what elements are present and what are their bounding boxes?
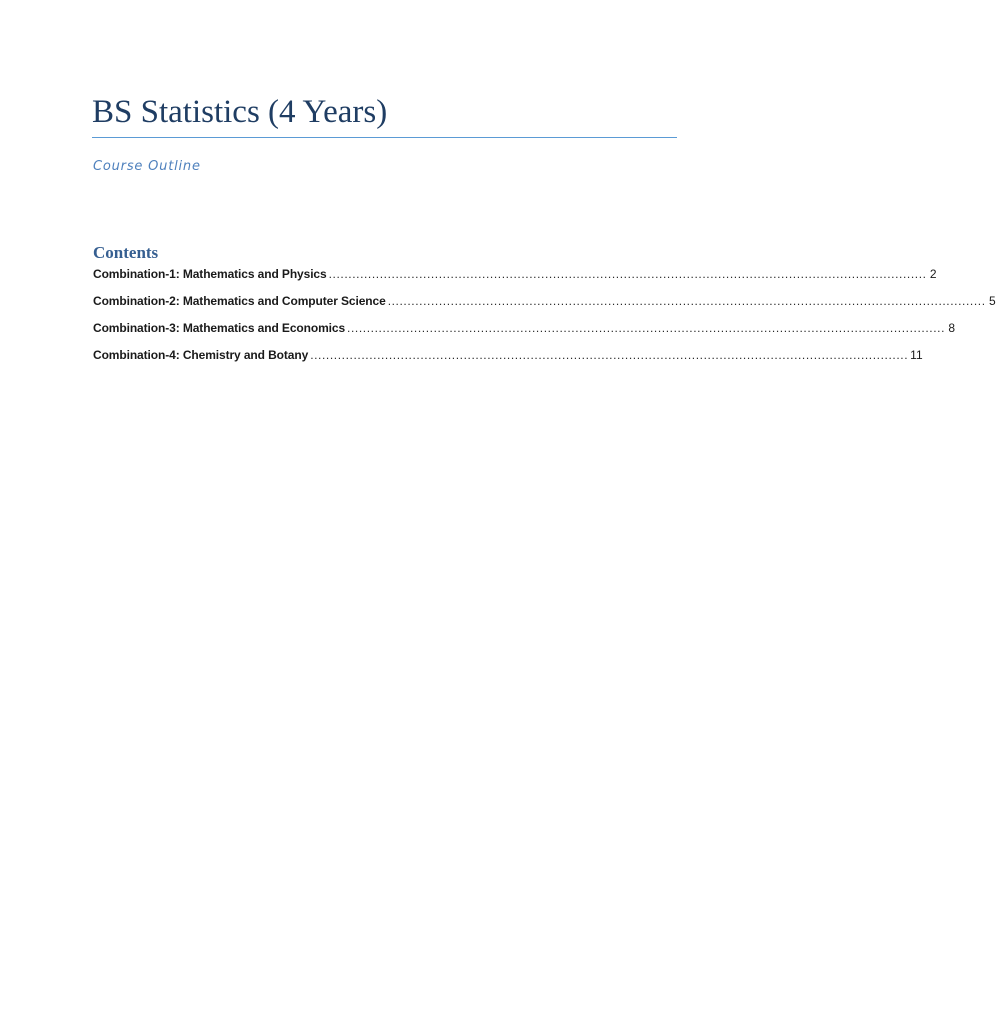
toc-dot-leader: ........................................................................................................................................................ (328, 267, 927, 281)
toc-page-number: 2 (929, 267, 937, 281)
toc-entry-label: Combination-1: Mathematics and Physics (93, 267, 327, 281)
toc-entry-combination-1[interactable] (93, 265, 937, 292)
toc-entry-label: Combination-3: Mathematics and Economics (93, 321, 346, 335)
toc-dot-leader: ........................................................................................................................................................ (387, 294, 986, 308)
toc-entry-combination-4[interactable] (93, 346, 923, 373)
document-subtitle: Course Outline (93, 159, 201, 174)
toc-heading: Contents (93, 243, 159, 262)
toc-dot-leader: ........................................................................................................................................................ (347, 321, 946, 335)
document-title: BS Statistics (4 Years) (92, 94, 388, 130)
toc-entry-label: Combination-2: Mathematics and Computer Science (93, 294, 386, 308)
toc-page-number: 11 (910, 348, 923, 362)
toc-dot-leader: ........................................................................................................................................................ (310, 348, 909, 362)
toc-entry-label: Combination-4: Chemistry and Botany (93, 348, 309, 362)
table-of-contents (93, 265, 996, 373)
toc-entry-combination-2[interactable] (93, 292, 996, 319)
title-underline-rule (92, 137, 677, 138)
toc-page-number: 8 (948, 321, 956, 335)
toc-entry-combination-3[interactable] (93, 319, 956, 346)
toc-page-number: 5 (988, 294, 996, 308)
